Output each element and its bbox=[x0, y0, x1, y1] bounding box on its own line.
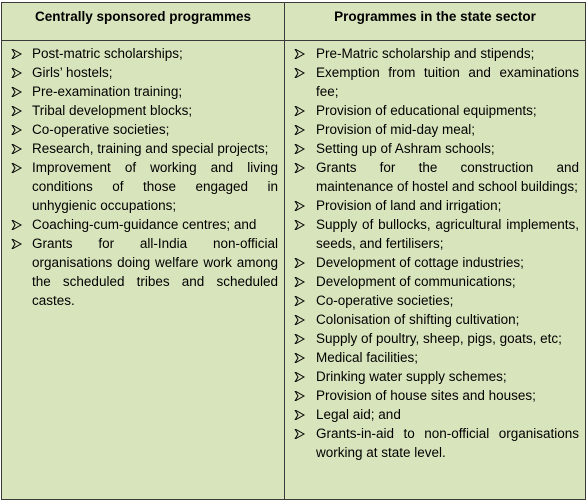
state-item-text: Supply of bullocks, agricultural implements, seeds, and fertilisers; bbox=[316, 217, 579, 251]
arrowhead-bullet-icon bbox=[294, 291, 308, 310]
state-item bbox=[291, 310, 579, 329]
arrowhead-bullet-icon bbox=[294, 386, 308, 405]
arrowhead-bullet-icon bbox=[11, 215, 25, 234]
state-item bbox=[291, 367, 579, 386]
state-item bbox=[291, 139, 579, 158]
arrowhead-bullet-icon bbox=[294, 405, 308, 424]
state-item-text: Supply of poultry, sheep, pigs, goats, etc; bbox=[316, 331, 562, 346]
header-central: Centrally sponsored programmes bbox=[2, 3, 285, 41]
central-item bbox=[8, 234, 278, 310]
state-item bbox=[291, 405, 579, 424]
state-item bbox=[291, 386, 579, 405]
state-item-text: Setting up of Ashram schools; bbox=[316, 141, 495, 156]
arrowhead-bullet-icon bbox=[11, 139, 25, 158]
central-item bbox=[8, 139, 278, 158]
arrowhead-bullet-icon bbox=[294, 196, 308, 215]
state-item-text: Co-operative societies; bbox=[316, 293, 454, 308]
arrowhead-bullet-icon bbox=[11, 101, 25, 120]
central-item-text: Co-operative societies; bbox=[32, 122, 170, 137]
state-item-text: Provision of house sites and houses; bbox=[316, 388, 536, 403]
arrowhead-bullet-icon bbox=[294, 329, 308, 348]
arrowhead-bullet-icon bbox=[294, 253, 308, 272]
state-item bbox=[291, 424, 579, 462]
state-list bbox=[291, 44, 579, 462]
central-item bbox=[8, 44, 278, 63]
state-item bbox=[291, 348, 579, 367]
central-item bbox=[8, 158, 278, 215]
arrowhead-bullet-icon bbox=[11, 82, 25, 101]
arrowhead-bullet-icon bbox=[294, 272, 308, 291]
central-item-text: Grants for all-India non-official organisations doing welfare work among the scheduled tribes and scheduled castes. bbox=[32, 236, 278, 308]
state-item-text: Provision of land and irrigation; bbox=[316, 198, 502, 213]
central-column bbox=[2, 41, 285, 499]
state-item-text: Colonisation of shifting cultivation; bbox=[316, 312, 520, 327]
arrowhead-bullet-icon bbox=[294, 424, 308, 443]
arrowhead-bullet-icon bbox=[11, 63, 25, 82]
state-item bbox=[291, 196, 579, 215]
arrowhead-bullet-icon bbox=[11, 120, 25, 139]
central-item-text: Pre-examination training; bbox=[32, 84, 183, 99]
central-item-text: Improvement of working and living conditions of those engaged in unhygienic occupations; bbox=[32, 160, 278, 213]
header-state: Programmes in the state sector bbox=[285, 3, 585, 41]
state-item bbox=[291, 253, 579, 272]
arrowhead-bullet-icon bbox=[294, 63, 308, 82]
arrowhead-bullet-icon bbox=[294, 310, 308, 329]
state-item bbox=[291, 44, 579, 63]
central-item-text: Girls’ hostels; bbox=[32, 65, 113, 80]
state-item-text: Provision of educational equipments; bbox=[316, 103, 537, 118]
arrowhead-bullet-icon bbox=[294, 348, 308, 367]
arrowhead-bullet-icon bbox=[11, 234, 25, 253]
state-column bbox=[285, 41, 585, 499]
arrowhead-bullet-icon bbox=[294, 120, 308, 139]
arrowhead-bullet-icon bbox=[11, 44, 25, 63]
central-item bbox=[8, 101, 278, 120]
state-item-text: Development of cottage industries; bbox=[316, 255, 524, 270]
arrowhead-bullet-icon bbox=[294, 158, 308, 177]
state-item bbox=[291, 215, 579, 253]
central-item-text: Tribal development blocks; bbox=[32, 103, 193, 118]
arrowhead-bullet-icon bbox=[294, 44, 308, 63]
central-list bbox=[8, 44, 278, 310]
state-item-text: Grants-in-aid to non-official organisations working at state level. bbox=[316, 426, 579, 460]
state-item-text: Provision of mid-day meal; bbox=[316, 122, 476, 137]
arrowhead-bullet-icon bbox=[11, 158, 25, 177]
arrowhead-bullet-icon bbox=[294, 367, 308, 386]
arrowhead-bullet-icon bbox=[294, 101, 308, 120]
state-item bbox=[291, 63, 579, 101]
state-item-text: Drinking water supply schemes; bbox=[316, 369, 507, 384]
central-item-text: Post-matric scholarships; bbox=[32, 46, 183, 61]
state-item bbox=[291, 329, 579, 348]
state-item bbox=[291, 272, 579, 291]
state-item-text: Grants for the construction and maintenance of hostel and school buildings; bbox=[316, 160, 579, 194]
state-item bbox=[291, 120, 579, 139]
central-item bbox=[8, 82, 278, 101]
central-item bbox=[8, 120, 278, 139]
state-item-text: Development of communications; bbox=[316, 274, 516, 289]
central-item bbox=[8, 215, 278, 234]
arrowhead-bullet-icon bbox=[294, 215, 308, 234]
state-item-text: Exemption from tuition and examinations fee; bbox=[316, 65, 579, 99]
central-item-text: Coaching-cum-guidance centres; and bbox=[32, 217, 257, 232]
programmes-table bbox=[1, 2, 586, 500]
state-item bbox=[291, 291, 579, 310]
arrowhead-bullet-icon bbox=[294, 139, 308, 158]
state-item-text: Medical facilities; bbox=[316, 350, 419, 365]
state-item-text: Pre-Matric scholarship and stipends; bbox=[316, 46, 535, 61]
central-item bbox=[8, 63, 278, 82]
state-item-text: Legal aid; and bbox=[316, 407, 401, 422]
state-item bbox=[291, 101, 579, 120]
state-item bbox=[291, 158, 579, 196]
central-item-text: Research, training and special projects; bbox=[32, 141, 269, 156]
